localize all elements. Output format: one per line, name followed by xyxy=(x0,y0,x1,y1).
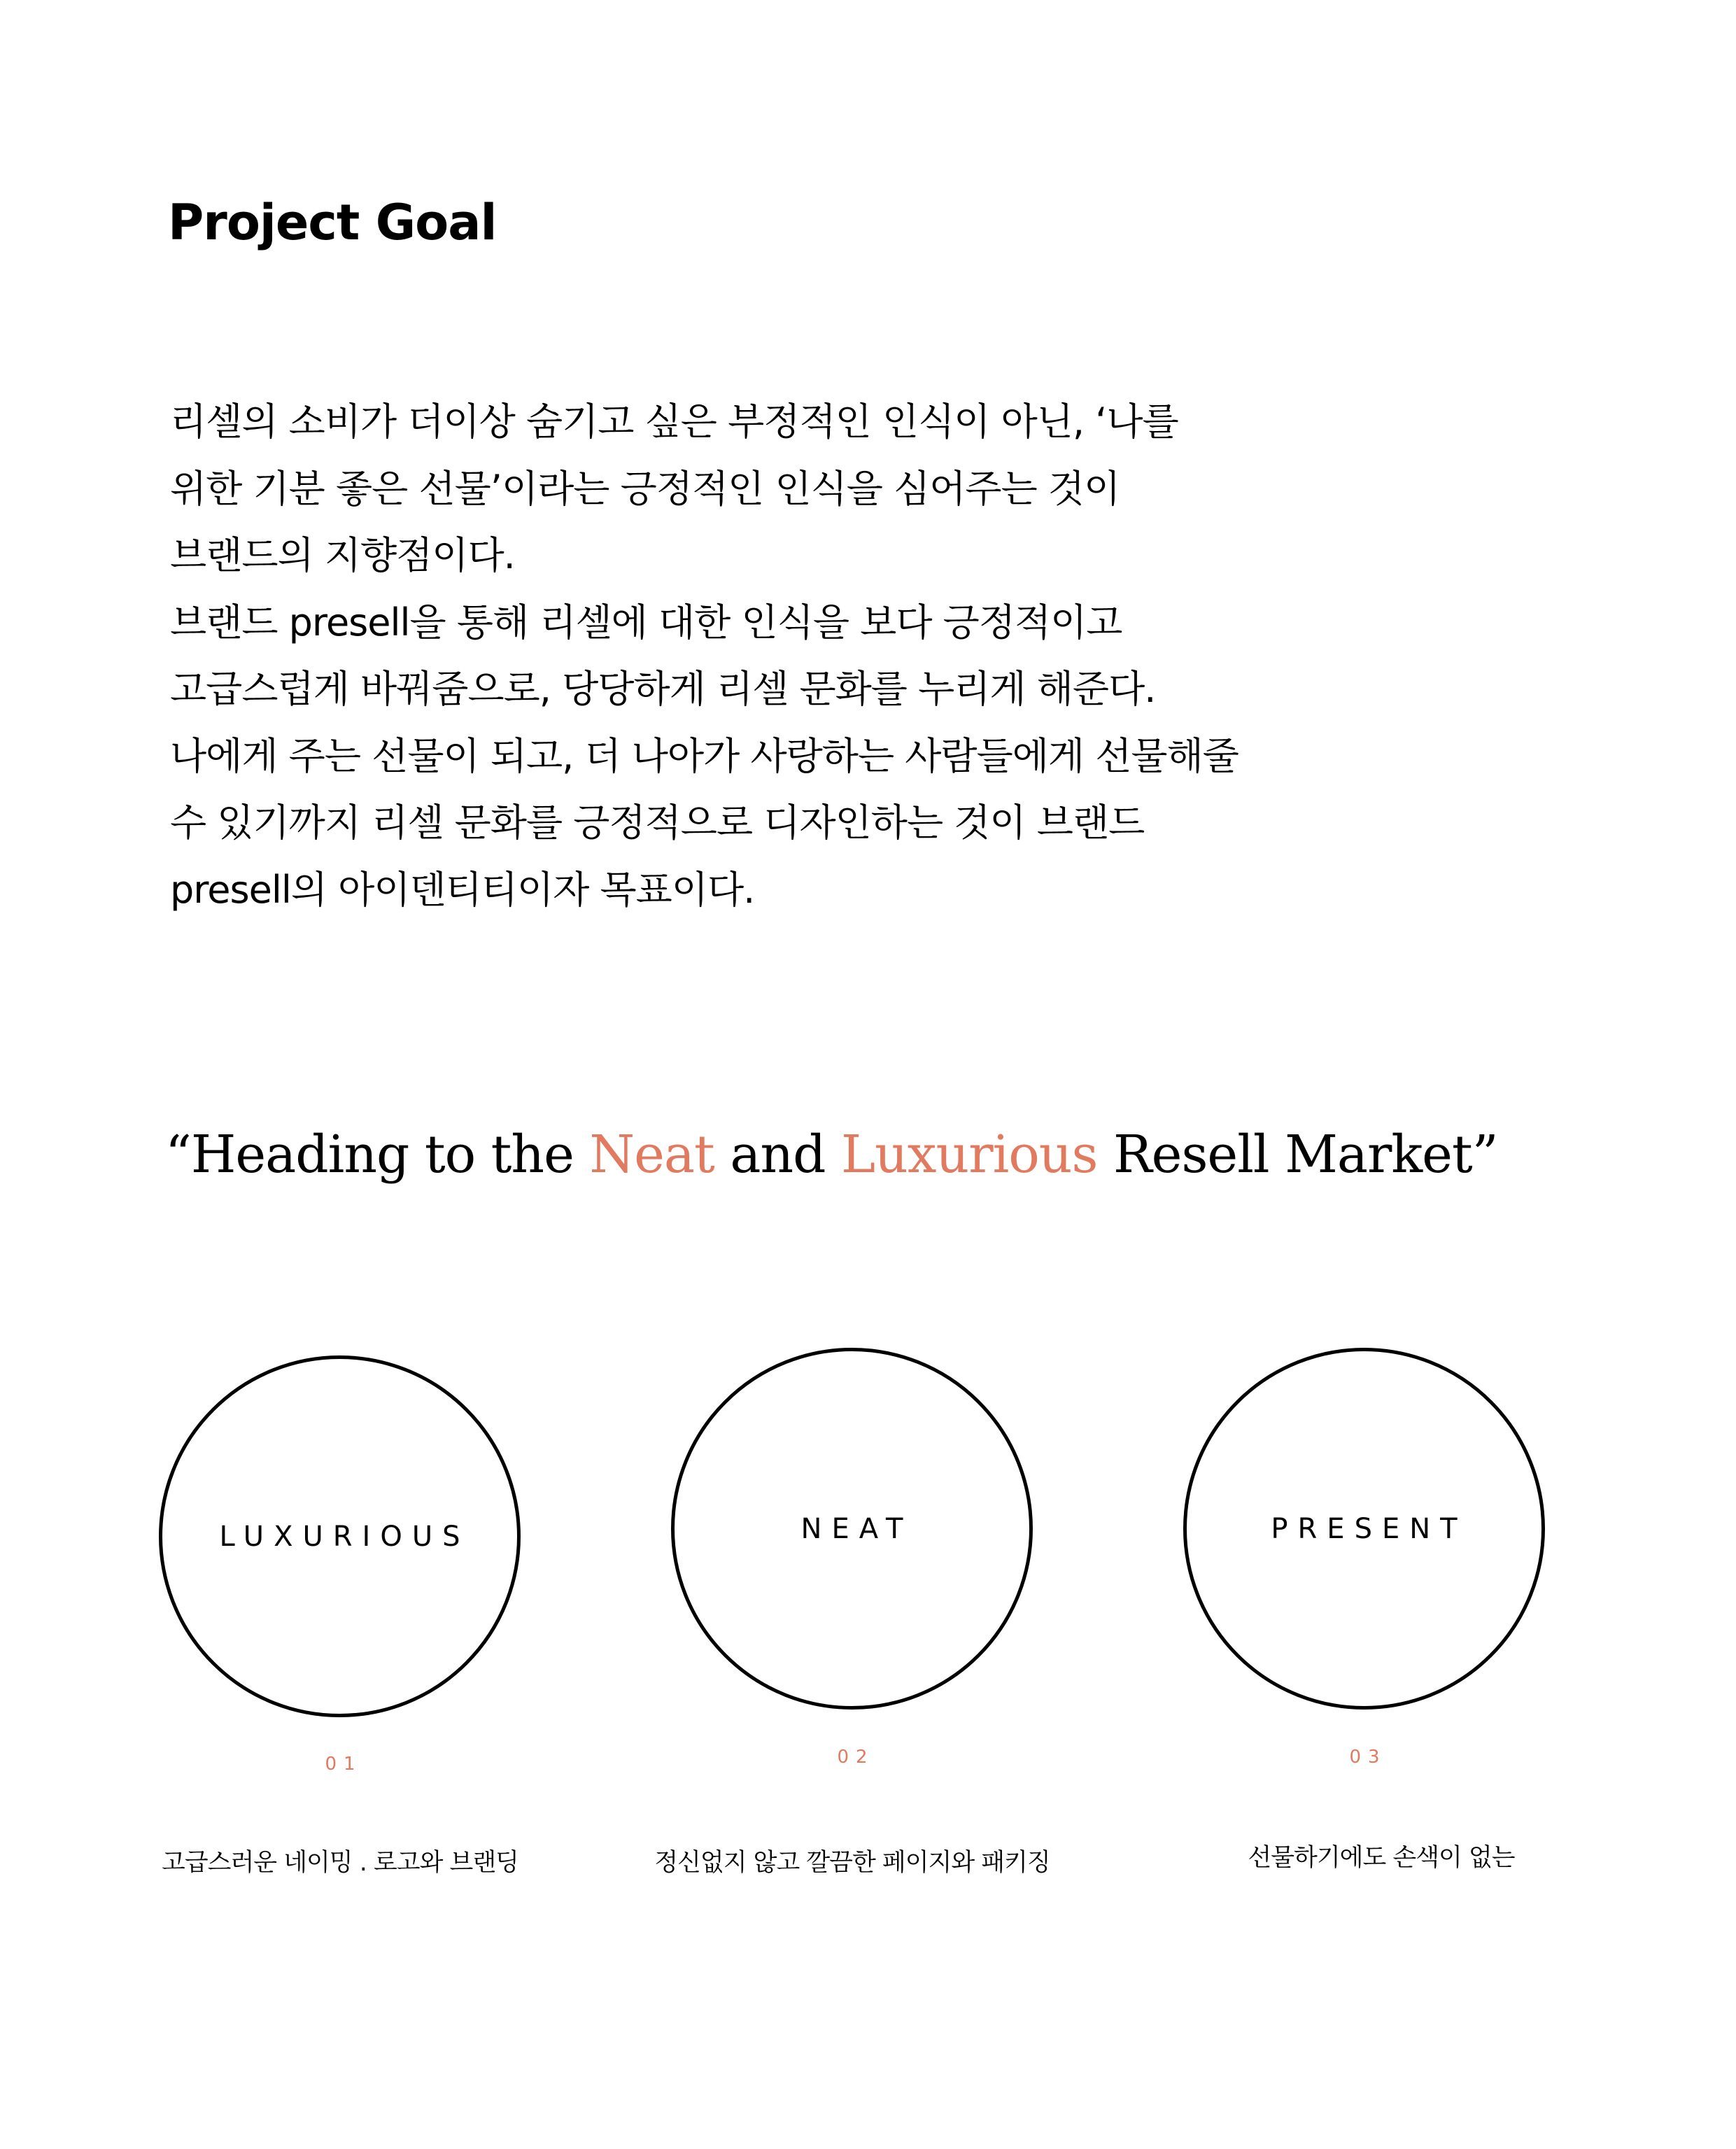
slogan-part: Resell Market” xyxy=(1097,1125,1498,1185)
slogan-part: “Heading to the xyxy=(165,1125,590,1185)
value-label: LUXURIOUS xyxy=(219,1520,470,1553)
slogan-accent-luxurious: Luxurious xyxy=(841,1125,1098,1185)
slogan-accent-neat: Neat xyxy=(589,1125,714,1185)
description-line: 브랜드의 지향점이다. xyxy=(170,533,515,577)
value-circle-neat xyxy=(671,1348,1033,1710)
slogan xyxy=(165,1120,1498,1190)
description-line: 브랜드 presell을 통해 리셀에 대한 인식을 보다 긍정적이고 xyxy=(170,600,1122,644)
description-line: 리셀의 소비가 더이상 숨기고 싶은 부정적인 인식이 아닌, ‘나를 xyxy=(170,400,1178,444)
description-line: presell의 아이덴티티이자 목표이다. xyxy=(170,867,755,912)
description-line: 고급스럽게 바꿔줌으로, 당당하게 리셀 문화를 누리게 해준다. xyxy=(170,667,1156,711)
slogan-part: and xyxy=(714,1125,841,1185)
description-paragraph xyxy=(170,388,1499,923)
value-label: NEAT xyxy=(800,1512,913,1545)
value-caption: 선물하기에도 손색이 없는 xyxy=(1248,1844,1515,1872)
page-title: Project Goal xyxy=(168,194,497,251)
description-line: 수 있기까지 리셀 문화를 긍정적으로 디자인하는 것이 브랜드 xyxy=(170,801,1145,845)
value-caption: 정신없지 않고 깔끔한 페이지와 패키징 xyxy=(654,1849,1050,1877)
description-line: 나에게 주는 선물이 되고, 더 나아가 사랑하는 사람들에게 선물해줄 xyxy=(170,733,1239,778)
description-line: 위한 기분 좋은 선물’이라는 긍정적인 인식을 심어주는 것이 xyxy=(170,466,1120,511)
value-label: PRESENT xyxy=(1271,1512,1467,1545)
value-number: 03 xyxy=(1349,1747,1387,1768)
value-number: 02 xyxy=(837,1747,875,1768)
value-circle-luxurious xyxy=(159,1355,521,1717)
value-number: 01 xyxy=(325,1754,362,1775)
value-circle-present xyxy=(1183,1348,1545,1710)
value-caption: 고급스러운 네이밍 . 로고와 브랜딩 xyxy=(162,1849,518,1877)
